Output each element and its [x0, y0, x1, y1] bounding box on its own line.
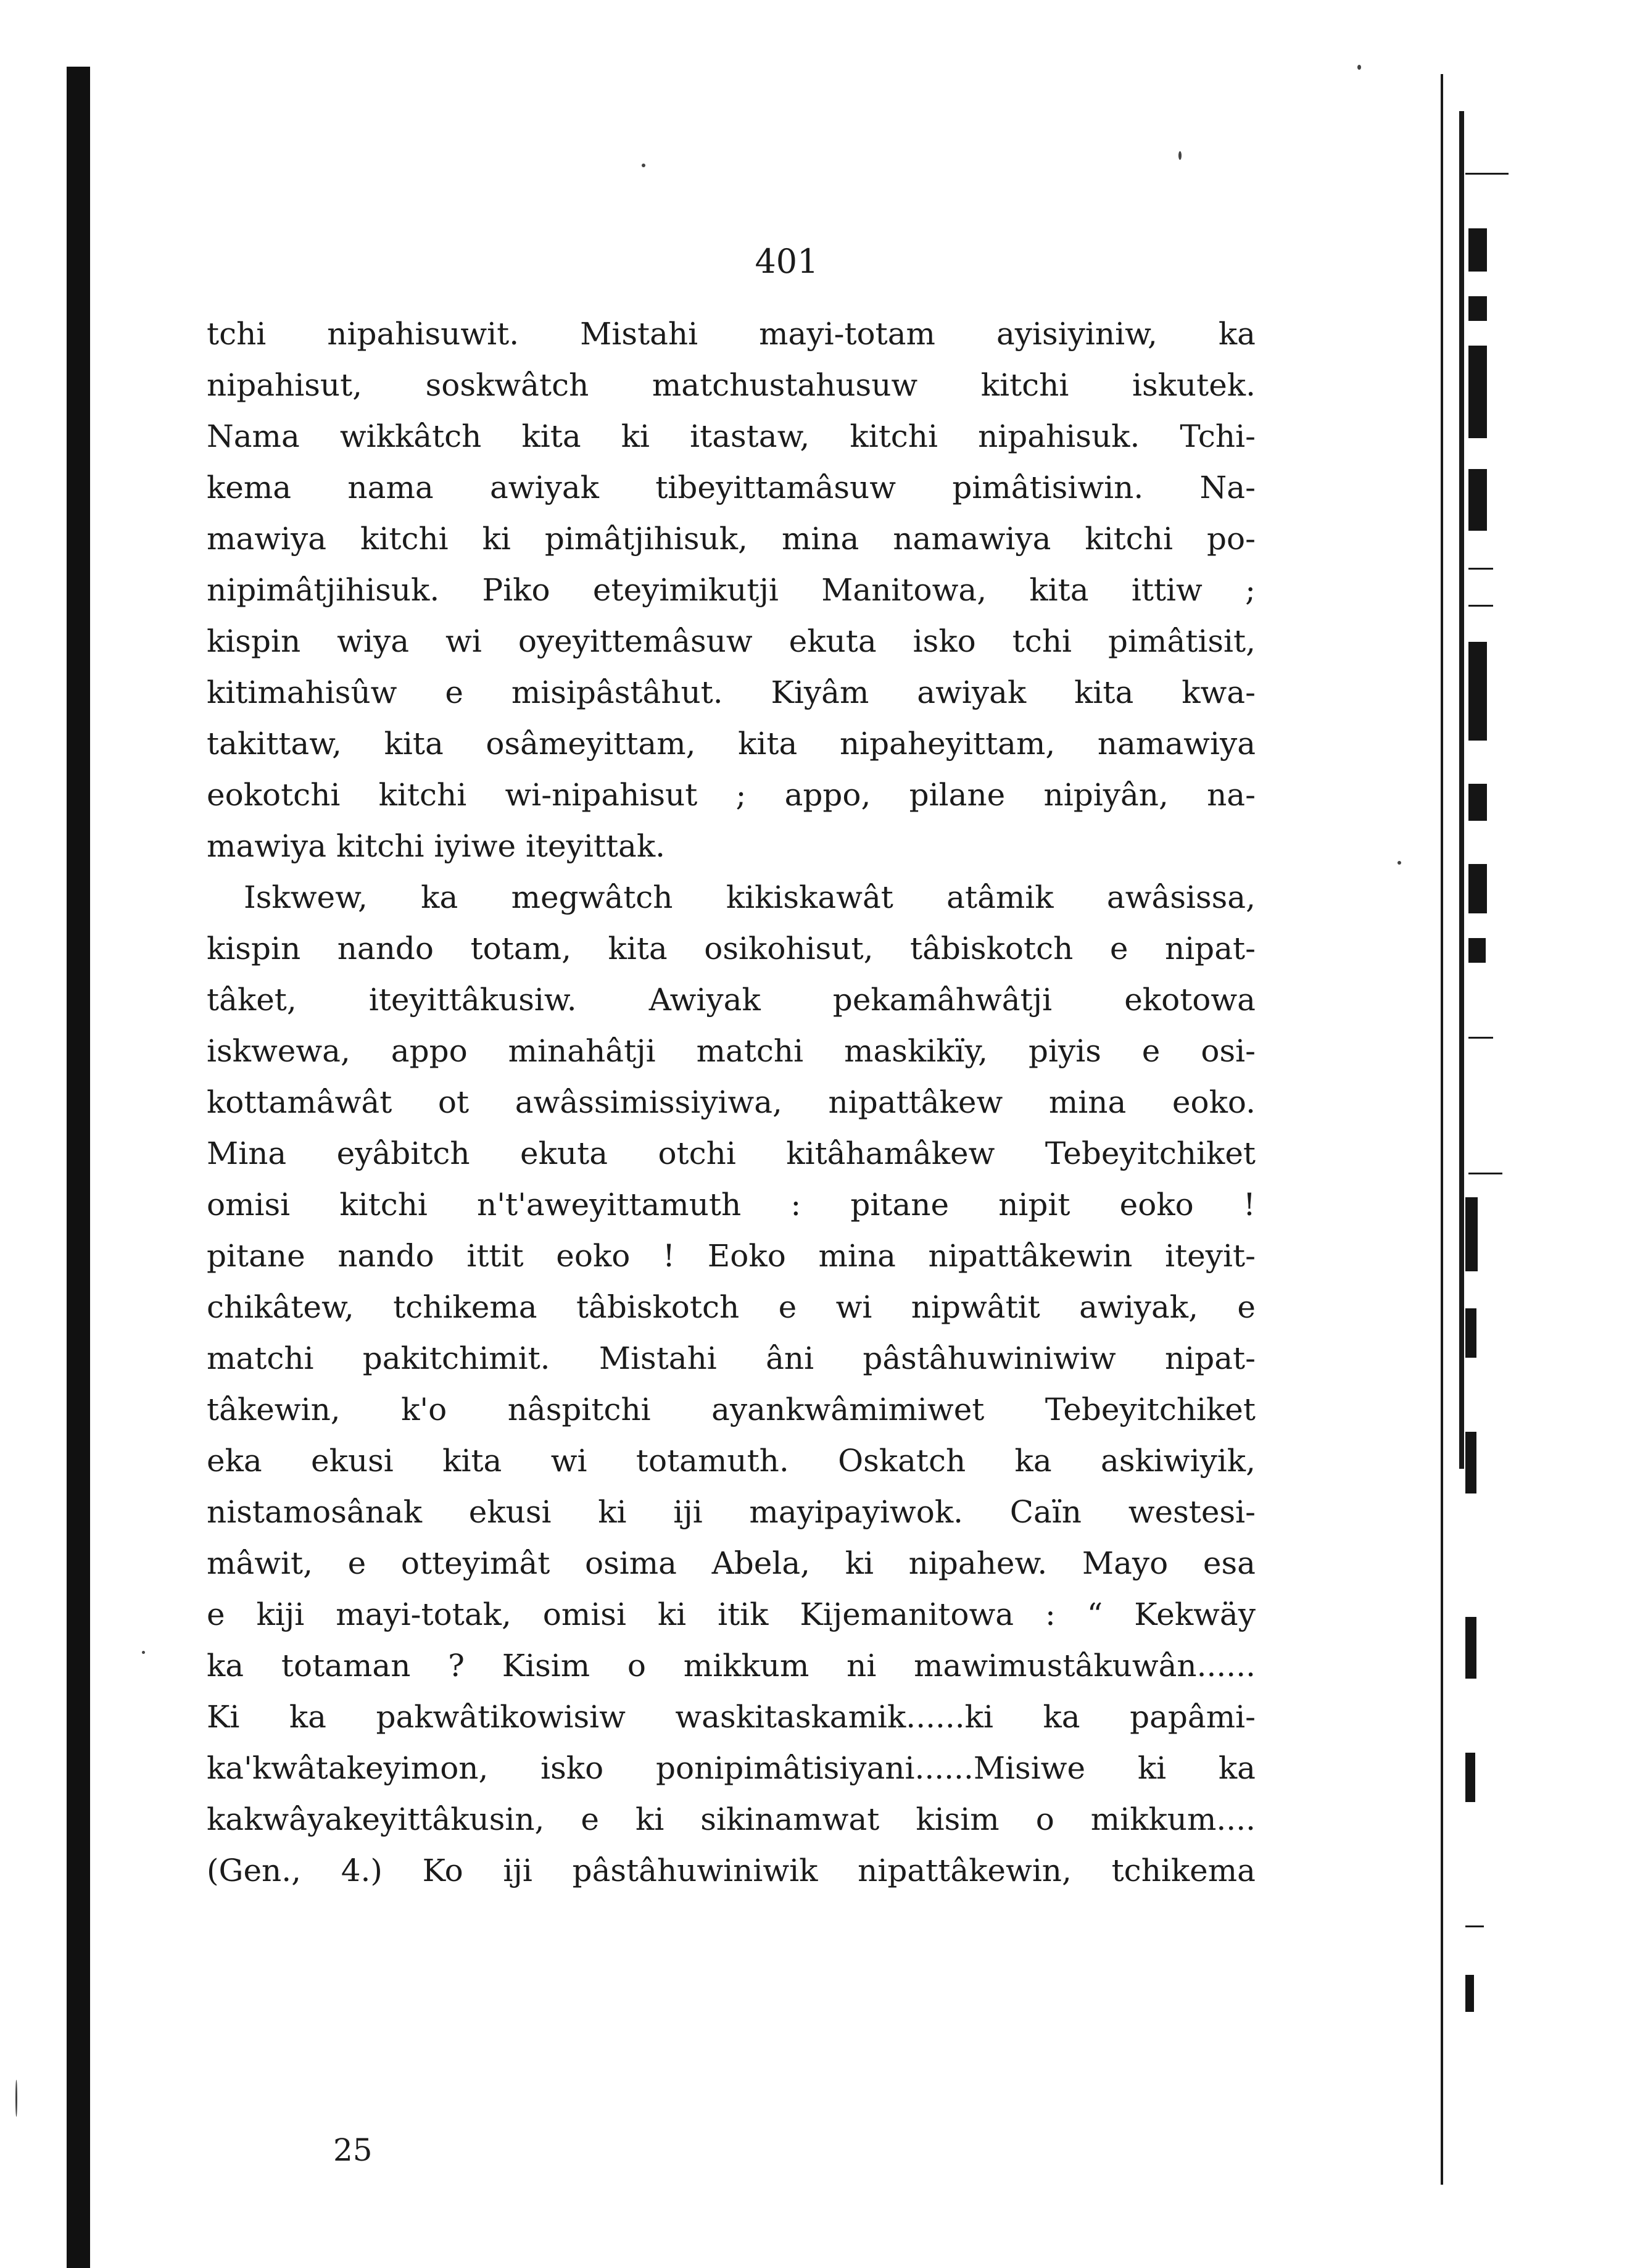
- scan-page-edge: [1441, 74, 1613, 2203]
- text-line: eokotchi kitchi wi-nipahisut ; appo, pilane nipiyân, na-: [207, 777, 1256, 813]
- text-line: tâket, iteyittâkusiw. Awiyak pekamâhwâtji ekotowa: [207, 982, 1256, 1018]
- text-line: Iskwew, ka megwâtch kikiskawât atâmik awâsissa,: [244, 879, 1256, 915]
- text-line: mawiya kitchi iyiwe iteyittak.: [207, 828, 666, 864]
- text-line: mawiya kitchi ki pimâtjihisuk, mina namawiya kitchi po-: [207, 521, 1256, 557]
- text-line: iskwewa, appo minahâtji matchi maskikïy, piyis e osi-: [207, 1033, 1256, 1069]
- signature-mark: 25: [333, 2132, 373, 2168]
- page-body: [207, 309, 1256, 1896]
- paragraph-1: [207, 309, 1256, 872]
- text-line: chikâtew, tchikema tâbiskotch e wi nipwâtit awiyak, e: [207, 1289, 1256, 1325]
- text-line: omisi kitchi n't'aweyittamuth : pitane nipit eoko !: [207, 1187, 1256, 1223]
- text-line: kispin nando totam, kita osikohisut, tâbiskotch e nipat-: [207, 931, 1256, 966]
- text-line: kottamâwât ot awâssimissiyiwa, nipattâkew mina eoko.: [207, 1084, 1256, 1120]
- text-line: nistamosânak ekusi ki iji mayipayiwok. Caïn westesi-: [207, 1494, 1256, 1530]
- text-line: kakwâyakeyittâkusin, e ki sikinamwat kisim o mikkum....: [207, 1801, 1256, 1837]
- text-line: takittaw, kita osâmeyittam, kita nipaheyittam, namawiya: [207, 726, 1256, 762]
- text-line: e kiji mayi-totak, omisi ki itik Kijemanitowa : “ Kekwäy: [207, 1597, 1256, 1632]
- text-line: Ki ka pakwâtikowisiw waskitaskamik......ki ka papâmi-: [207, 1699, 1256, 1735]
- scan-speck: [15, 2080, 17, 2117]
- text-line: kema nama awiyak tibeyittamâsuw pimâtisiwin. Na-: [207, 470, 1256, 505]
- text-line: tchi nipahisuwit. Mistahi mayi-totam ayisiyiniw, ka: [207, 316, 1256, 352]
- scan-speck: [142, 1651, 145, 1654]
- scan-speck: [1178, 151, 1182, 160]
- text-line: eka ekusi kita wi totamuth. Oskatch ka askiwiyik,: [207, 1443, 1256, 1479]
- scan-speck: [1357, 65, 1361, 70]
- page-number: 401: [755, 242, 819, 281]
- scan-binding-shadow: [67, 67, 90, 2268]
- text-line: (Gen., 4.) Ko iji pâstâhuwiniwik nipattâkewin, tchikema: [207, 1853, 1256, 1888]
- text-line: kispin wiya wi oyeyittemâsuw ekuta isko tchi pimâtisit,: [207, 623, 1256, 659]
- text-line: ka totaman ? Kisim o mikkum ni mawimustâkuwân......: [207, 1648, 1256, 1684]
- text-line: Nama wikkâtch kita ki itastaw, kitchi nipahisuk. Tchi-: [207, 418, 1256, 454]
- text-line: matchi pakitchimit. Mistahi âni pâstâhuwiniwiw nipat-: [207, 1340, 1256, 1376]
- text-line: mâwit, e otteyimât osima Abela, ki nipahew. Mayo esa: [207, 1545, 1256, 1581]
- scan-speck: [642, 164, 645, 167]
- paragraph-2: [207, 872, 1256, 1896]
- text-line: nipimâtjihisuk. Piko eteyimikutji Manitowa, kita ittiw ;: [207, 572, 1256, 608]
- text-line: pitane nando ittit eoko ! Eoko mina nipattâkewin iteyit-: [207, 1238, 1256, 1274]
- text-line: ka'kwâtakeyimon, isko ponipimâtisiyani......Misiwe ki ka: [207, 1750, 1256, 1786]
- scan-speck: [1397, 861, 1401, 865]
- text-line: Mina eyâbitch ekuta otchi kitâhamâkew Tebeyitchiket: [207, 1136, 1256, 1171]
- text-line: nipahisut, soskwâtch matchustahusuw kitchi iskutek.: [207, 367, 1256, 403]
- text-line: kitimahisûw e misipâstâhut. Kiyâm awiyak kita kwa-: [207, 675, 1256, 710]
- text-line: tâkewin, k'o nâspitchi ayankwâmimiwet Tebeyitchiket: [207, 1392, 1256, 1427]
